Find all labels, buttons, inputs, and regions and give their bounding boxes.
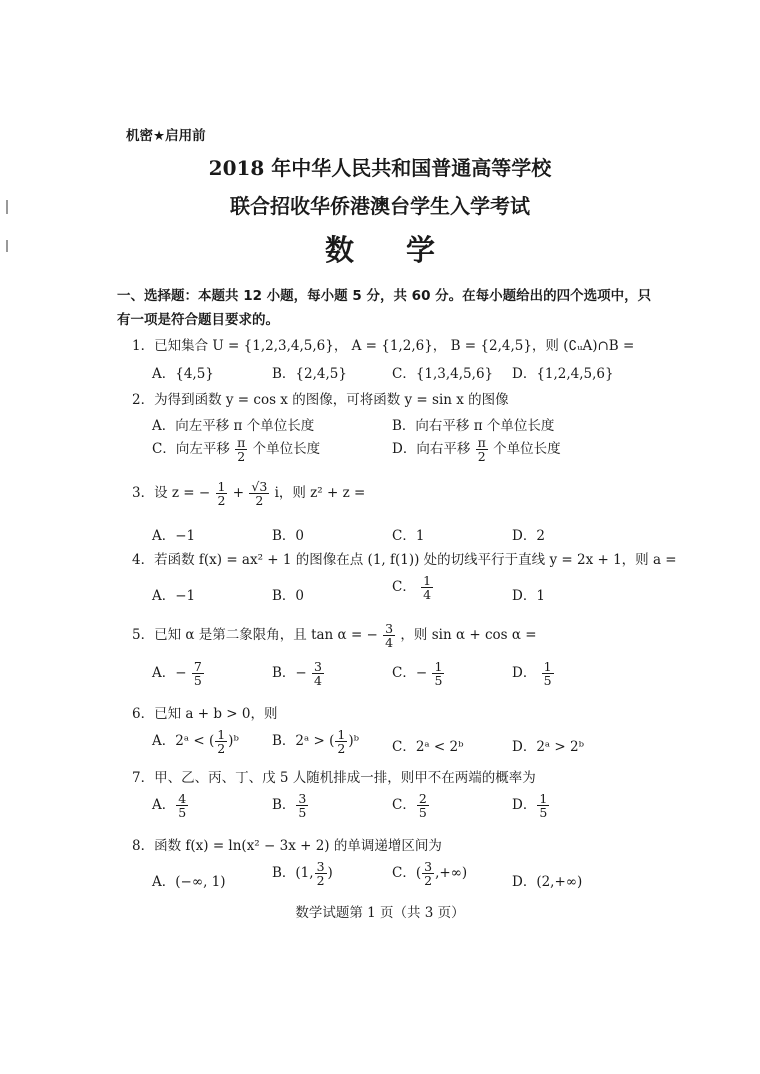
question-8-option-d: D．(2,+∞) (512, 874, 583, 890)
exam-title-line2: 联合招收华侨港澳台学生入学考试 (230, 194, 530, 218)
question-2-option-c: C．向左平移 $\frac{\pi}{2}$ 个单位长度 (152, 435, 321, 465)
question-2-option-d: D．向右平移 $\frac{\pi}{2}$ 个单位长度 (392, 435, 561, 465)
question-7-option-a: A． $\frac{4}{5}$ (152, 791, 187, 821)
question-5-option-b: B．− $\frac{3}{4}$ (272, 659, 322, 689)
fraction: $\frac{\pi}{2}$ (237, 435, 246, 465)
question-3-option-c: C．1 (392, 528, 425, 544)
section-instruction-line1: 一、选择题：本题共 12 小题，每小题 5 分，共 60 分。在每小题给出的四个选项中，只 (117, 288, 652, 304)
fraction: $\frac{1}{2}$ (217, 479, 226, 509)
question-4-option-b: B．0 (272, 588, 305, 604)
fraction: $\frac{4}{5}$ (178, 791, 187, 821)
fraction: $\frac{3}{5}$ (298, 791, 307, 821)
fraction: $\frac{3}{4}$ (385, 621, 394, 651)
question-2-option-a: A．向左平移 π 个单位长度 (152, 418, 315, 434)
fraction: $\frac{1}{2}$ (217, 727, 226, 757)
section-instruction-line2: 有一项是符合题目要求的。 (117, 312, 279, 328)
fraction: $\frac{\pi}{2}$ (477, 435, 486, 465)
exam-title-line1: 2018 年中华人民共和国普通高等学校 (208, 156, 552, 180)
fraction: $\frac{1}{5}$ (539, 791, 548, 821)
fraction: $\frac{1}{2}$ (337, 727, 346, 757)
question-1-option-b: B．{2,4,5} (272, 366, 347, 382)
question-8-option-b: B．(1, $\frac{3}{2}$ ) (272, 859, 333, 889)
question-6-option-b: B．2ᵃ > ( $\frac{1}{2}$ )ᵇ (272, 727, 360, 757)
fraction: $\frac{1}{5}$ (434, 659, 443, 689)
question-5-option-c: C．− $\frac{1}{5}$ (392, 659, 443, 689)
question-6-stem: 6．已知 a + b > 0，则 (132, 706, 278, 722)
question-3-option-a: A．−1 (152, 528, 196, 544)
question-1-option-a: A．{4,5} (152, 366, 214, 382)
question-1-option-c: C．{1,3,4,5,6} (392, 366, 494, 382)
question-8-option-a: A．(−∞, 1) (152, 874, 226, 890)
question-5-option-a: A．− $\frac{7}{5}$ (152, 659, 202, 689)
fraction: $\frac{3}{2}$ (424, 859, 433, 889)
fraction: $\frac{1}{4}$ (423, 573, 432, 603)
fraction: $\frac{1}{5}$ (543, 659, 552, 689)
question-5-stem: 5．已知 α 是第二象限角，且 tan α = − $\frac{3}{4}$ ，则 sin α + cos α = (132, 621, 537, 651)
question-4-stem: 4．若函数 f(x) = ax² + 1 的图像在点 (1, f(1)) 处的切线平行于直线 y = 2x + 1，则 a = (132, 552, 677, 568)
question-5-option-d: D． $\frac{1}{5}$ (512, 659, 552, 689)
fraction: $\frac{√3}{2}$ (251, 479, 268, 509)
fraction: $\frac{3}{4}$ (314, 659, 322, 689)
confidential-label: 机密★启用前 (126, 128, 206, 144)
question-6-option-d: D．2ᵃ > 2ᵇ (512, 739, 585, 755)
question-1-option-d: D．{1,2,4,5,6} (512, 366, 614, 382)
question-4-option-d: D．1 (512, 588, 545, 604)
question-4-option-a: A．−1 (152, 588, 196, 604)
question-7-option-c: C． $\frac{2}{5}$ (392, 791, 427, 821)
question-7-stem: 7．甲、乙、丙、丁、戊 5 人随机排成一排，则甲不在两端的概率为 (132, 770, 536, 786)
question-6-option-a: A．2ᵃ < ( $\frac{1}{2}$ )ᵇ (152, 727, 239, 757)
question-8-stem: 8．函数 f(x) = ln(x² − 3x + 2) 的单调递增区间为 (132, 838, 442, 854)
fraction: $\frac{3}{2}$ (316, 859, 325, 889)
question-2-option-b: B．向右平移 π 个单位长度 (392, 418, 555, 434)
subject-title: 数学 (324, 233, 487, 267)
question-3-stem: 3．设 z = − $\frac{1}{2}$ + $\frac{√3}{2}$ i，则 z² + z = (132, 479, 366, 509)
question-8-option-c: C．( $\frac{3}{2}$ ,+∞) (392, 859, 468, 889)
fraction: $\frac{7}{5}$ (193, 659, 202, 689)
question-7-option-d: D． $\frac{1}{5}$ (512, 791, 548, 821)
question-3-option-b: B．0 (272, 528, 305, 544)
fraction: $\frac{2}{5}$ (418, 791, 427, 821)
question-7-option-b: B． $\frac{3}{5}$ (272, 791, 307, 821)
question-3-option-d: D．2 (512, 528, 545, 544)
question-4-option-c: C． $\frac{1}{4}$ (392, 573, 432, 603)
question-1-stem: 1．已知集合 U = {1,2,3,4,5,6}， A = {1,2,6}， B = {2,4,5}，则 (∁ᵤA)∩B = (132, 338, 635, 354)
question-6-option-c: C．2ᵃ < 2ᵇ (392, 739, 464, 755)
page-footer: 数学试题第 1 页（共 3 页） (295, 905, 465, 921)
question-2-stem: 2．为得到函数 y = cos x 的图像，可将函数 y = sin x 的图像 (132, 392, 509, 408)
